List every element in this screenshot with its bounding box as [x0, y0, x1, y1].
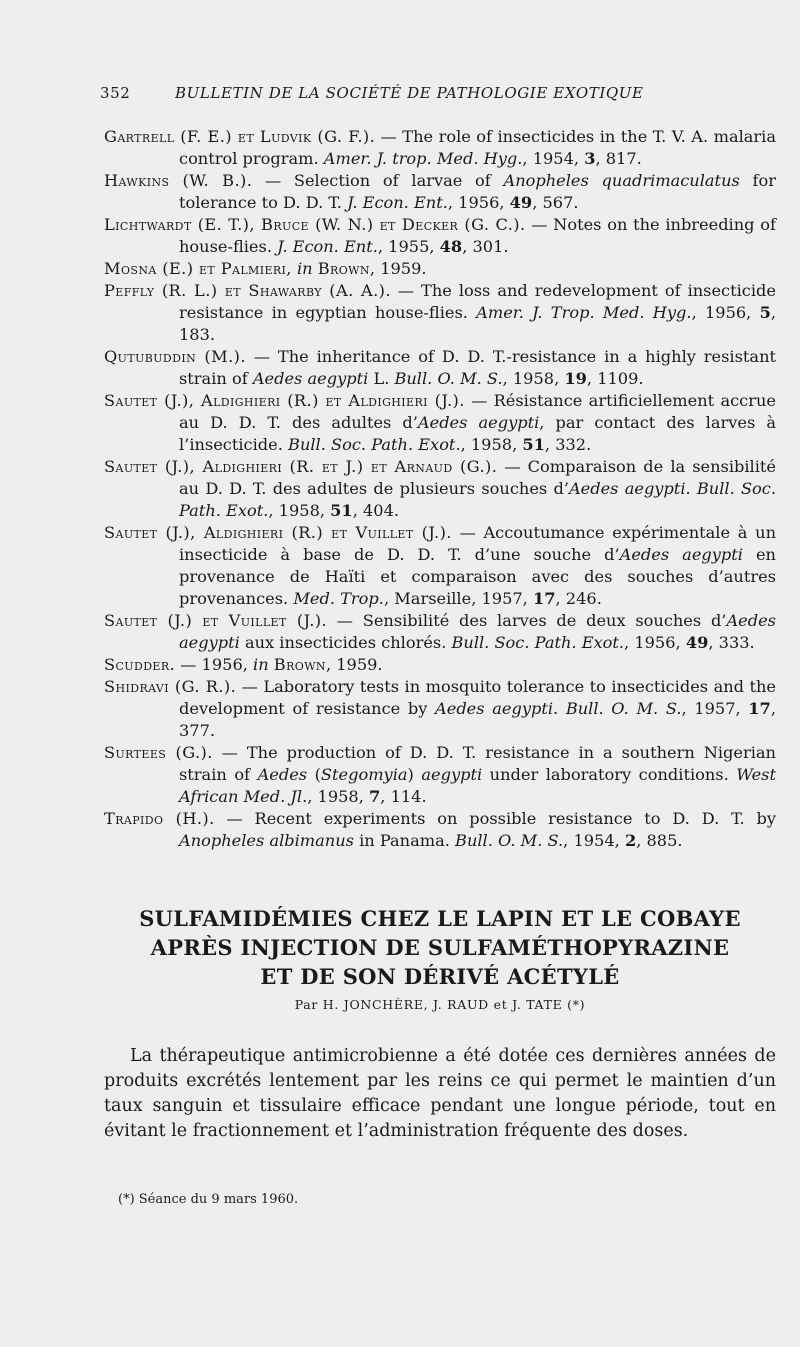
reference-authors: Sautet (J.), Aldighieri (R. et J.) et Arnaud (G.). [104, 457, 498, 476]
reference-journal: Amer. J. trop. Med. Hyg. [323, 149, 523, 168]
reference-details: , 246. [555, 589, 602, 608]
reference-volume: 49 [685, 633, 709, 652]
reference-title: — The role of insecticides in the T. V. A. malaria control program. [179, 127, 776, 168]
reference-entry [104, 258, 776, 280]
reference-entry [104, 280, 776, 346]
reference-title: — Comparaison de la sensibilité au D. D. T. des adultes de plusieurs souches d’ [179, 457, 776, 498]
reference-details: , 404. [352, 501, 400, 520]
reference-authors: Trapido (H.). [104, 809, 215, 828]
reference-details: , 1954, [522, 149, 585, 168]
reference-entry [104, 346, 776, 390]
reference-details: , 301. [462, 237, 509, 256]
reference-species: Aedes aegypti [179, 611, 776, 652]
reference-title: — 1956, [175, 655, 254, 674]
reference-journal: Amer. J. Trop. Med. Hyg. [476, 303, 692, 322]
reference-details: , 1958, [307, 787, 370, 806]
article-title-line: SULFAMIDÉMIES CHEZ LE LAPIN ET LE COBAYE [139, 906, 741, 931]
reference-species: Aedes aegypti [568, 479, 686, 498]
byline-names: H. JONCHÈRE, J. RAUD [322, 997, 489, 1012]
reference-journal: Bull. O. M. S. [455, 831, 564, 850]
reference-volume: 51 [522, 435, 545, 454]
reference-entry [104, 170, 776, 214]
reference-list [104, 126, 776, 852]
reference-details: , 1109. [586, 369, 644, 388]
reference-volume: 2 [624, 831, 637, 850]
byline-et: et [493, 997, 508, 1012]
reference-journal: Bull. Soc. Path. Exot. [179, 479, 776, 520]
reference-entry [104, 214, 776, 258]
reference-details: , 1959. [325, 655, 383, 674]
article-title-line: ET DE SON DÉRIVÉ ACÉTYLÉ [260, 964, 620, 989]
reference-volume: 3 [584, 149, 596, 168]
reference-details: , 885. [636, 831, 683, 850]
reference-in-label: in [291, 259, 318, 278]
reference-title: in Panama. [353, 831, 456, 850]
reference-title: . [553, 699, 566, 718]
reference-title: — Accoutumance expérimentale à un insecticide à base de D. D. T. d’une souche d’ [179, 523, 777, 564]
reference-authors: Sautet (J.) et Vuillet (J.). [104, 611, 328, 630]
reference-details: , 1958, [502, 369, 565, 388]
reference-volume: 5 [759, 303, 771, 322]
reference-details: , 1954, [563, 831, 625, 850]
reference-title: — Laboratory tests in mosquito tolerance to insecticides and the development of resistance by [179, 677, 777, 718]
reference-in-author: Brown [273, 655, 326, 674]
reference-title: . [685, 479, 697, 498]
reference-authors: Surtees (G.). [104, 743, 213, 762]
reference-title: — Sensibilité des larves de deux souches d’ [327, 611, 727, 630]
journal-title: BULLETIN DE LA SOCIÉTÉ DE PATHOLOGIE EXOTIQUE [175, 84, 644, 102]
reference-authors: Qutubuddin (M.). [104, 347, 246, 366]
reference-title: en provenance de Haïti et comparaison avec des souches d’autres provenances. [179, 545, 776, 608]
byline-par: Par [294, 997, 319, 1012]
reference-details: , 1956, [691, 303, 760, 322]
reference-details: , 114. [380, 787, 427, 806]
reference-details: , 1957, [681, 699, 749, 718]
reference-volume: 51 [330, 501, 353, 520]
reference-species: Aedes aegypti [435, 699, 554, 718]
page-number: 352 [100, 84, 131, 102]
reference-volume: 19 [564, 369, 587, 388]
reference-authors: Peffly (R. L.) et Shawarby (A. A.). [104, 281, 391, 300]
reference-journal: West African Med. Jl. [179, 765, 776, 806]
reference-details: , 1956, [447, 193, 510, 212]
abstract-paragraph: La thérapeutique antimicrobienne a été dotée ces dernières années de produits excrétés lentement par les reins ce qui permet le maintien d’un taux sanguin et tissulaire efficace pendant une longue période, tout en évitant le fractionnement et l’administration fréquente des doses. [104, 1046, 776, 1141]
reference-title: — The inheritance of D. D. T.-resistance in a highly resistant strain of [179, 347, 777, 388]
reference-species: Aedes aegypti [417, 413, 540, 432]
reference-title: — The loss and redevelopment of insecticide resistance in egyptian house-flies. [179, 281, 776, 322]
reference-title: ) [407, 765, 422, 784]
reference-authors: Hawkins (W. B.). [104, 171, 253, 190]
reference-authors: Sautet (J.), Aldighieri (R.) et Vuillet (J.). [104, 523, 452, 542]
reference-authors: Shidravi (G. R.). [104, 677, 237, 696]
reference-journal: J. Econ. Ent. [347, 193, 448, 212]
reference-journal: Bull. O. M. S. [394, 369, 503, 388]
reference-details: , Marseille, 1957, [383, 589, 533, 608]
reference-species: Aedes [257, 765, 308, 784]
reference-title: for tolerance to D. D. T. [179, 171, 777, 212]
reference-title: L. [368, 369, 395, 388]
reference-title: ( [307, 765, 321, 784]
reference-journal: Bull. Soc. Path. Exot. [451, 633, 625, 652]
reference-volume: 17 [748, 699, 771, 718]
reference-journal: J. Econ. Ent. [277, 237, 378, 256]
reference-details: , 1956, [624, 633, 686, 652]
reference-title: aux insecticides chlorés. [239, 633, 452, 652]
reference-volume: 48 [439, 237, 463, 256]
reference-volume: 17 [532, 589, 556, 608]
reference-details: , 332. [544, 435, 592, 454]
reference-title: — Selection of larvae of [252, 171, 504, 190]
reference-title: , par contact des larves à l’insecticide. [179, 413, 776, 454]
reference-details: , 183. [179, 303, 776, 344]
byline-footnote-mark: (*) [567, 997, 586, 1012]
reference-species: Anopheles albimanus [179, 831, 354, 850]
reference-details: , 333. [708, 633, 755, 652]
reference-authors: Lichtwardt (E. T.), Bruce (W. N.) et Decker (G. C.). [104, 215, 526, 234]
reference-volume: 7 [369, 787, 381, 806]
reference-details: , 1955, [377, 237, 440, 256]
reference-species: Aedes aegypti [252, 369, 369, 388]
reference-authors: Mosna (E.) et Palmieri, [104, 259, 292, 278]
reference-entry [104, 654, 776, 676]
reference-journal: Bull. O. M. S. [565, 699, 682, 718]
footnote: (*) Séance du 9 mars 1960. [118, 1192, 299, 1207]
reference-entry [104, 126, 776, 170]
reference-journal: Bull. Soc. Path. Exot. [288, 435, 461, 454]
reference-entry [104, 808, 776, 852]
reference-entry [104, 676, 776, 742]
reference-authors: Scudder. [104, 655, 176, 674]
reference-details: , 1958, [268, 501, 331, 520]
reference-title: — The production of D. D. T. resistance in a southern Nigerian strain of [179, 743, 776, 784]
reference-in-author: Brown [317, 259, 370, 278]
reference-species: Anopheles quadrimaculatus [503, 171, 740, 190]
article-title [104, 904, 776, 991]
reference-entry [104, 390, 776, 456]
reference-volume: 49 [509, 193, 533, 212]
reference-details: , 1959. [369, 259, 427, 278]
reference-species: Aedes aegypti [619, 545, 743, 564]
reference-entry [104, 610, 776, 654]
reference-entry [104, 522, 776, 610]
byline-last: J. TATE [512, 997, 563, 1012]
reference-journal: Med. Trop. [293, 589, 384, 608]
reference-details: , 567. [532, 193, 579, 212]
reference-details: , 377. [179, 699, 776, 740]
reference-details: , 1958, [460, 435, 523, 454]
reference-entry [104, 456, 776, 522]
reference-title: — Notes on the inbreeding of house-flies. [179, 215, 776, 256]
reference-title: — Recent experiments on possible resistance to D. D. T. by [214, 809, 776, 828]
reference-in-label: in [253, 655, 274, 674]
reference-species: Stegomyia [320, 765, 408, 784]
reference-species: aegypti [421, 765, 483, 784]
reference-details: , 817. [595, 149, 642, 168]
reference-title: — Résistance artificiellement accrue au D. D. T. des adultes d’ [179, 391, 776, 432]
article-title-line: APRÈS INJECTION DE SULFAMÉTHOPYRAZINE [150, 935, 730, 960]
reference-authors: Sautet (J.), Aldighieri (R.) et Aldighieri (J.). [104, 391, 465, 410]
byline [104, 997, 776, 1012]
reference-authors: Gartrell (F. E.) et Ludvik (G. F.). [104, 127, 376, 146]
reference-title: under laboratory conditions. [482, 765, 737, 784]
reference-entry [104, 742, 776, 808]
